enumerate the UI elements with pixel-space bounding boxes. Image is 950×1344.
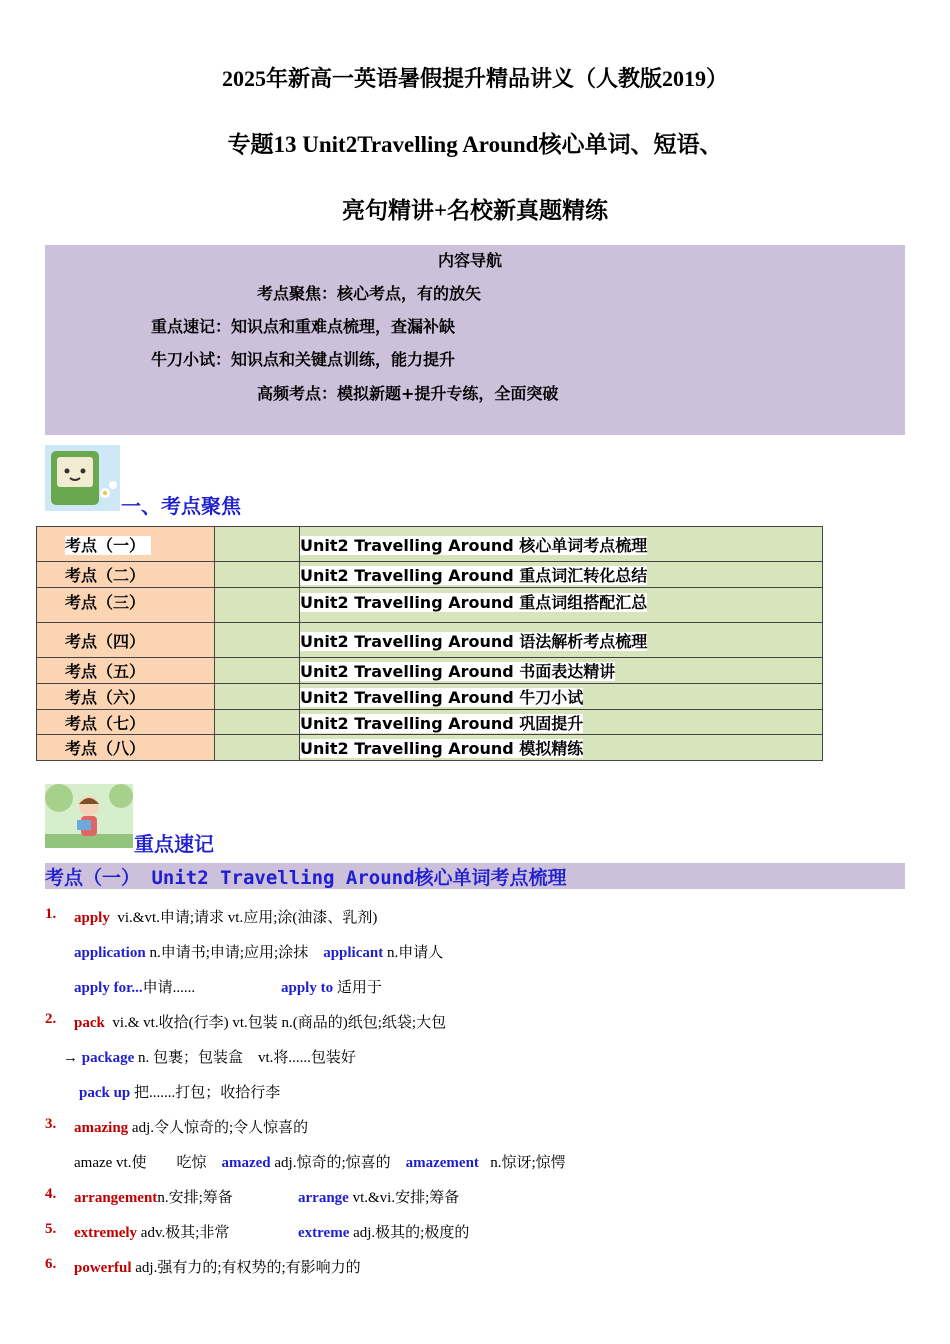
vocab-word: powerful [74, 1260, 132, 1276]
entry-number: 2. [45, 1011, 57, 1027]
topic-label: 考点（一） [65, 536, 151, 555]
topic-label: 考点（八） [37, 735, 215, 761]
topic-title: Unit2 Travelling Around 核心单词考点梳理 [300, 535, 648, 555]
vocab-word: extremely [74, 1225, 138, 1241]
vocab-entry-3-text [74, 1116, 308, 1137]
vocab-definition: adj.极其的;极度的 [353, 1225, 470, 1241]
vocab-word: apply [74, 910, 110, 926]
topic-one-bar: 考点（一） Unit2 Travelling Around核心单词考点梳理 [45, 863, 905, 889]
entry-number: 1. [45, 906, 57, 922]
vocab-derived-line [74, 1151, 566, 1172]
topic-label: 考点（七） [37, 710, 215, 735]
table-row [37, 684, 823, 710]
vocab-definition: vi.& vt.收拾(行李) vt.包装 n.(商品的)纸包;纸袋;大包 [112, 1015, 447, 1031]
vocab-entry-2-text [74, 1011, 446, 1032]
vocab-entry-1 [45, 906, 56, 923]
table-row [37, 623, 823, 658]
vocab-word: application [74, 945, 146, 961]
nav-item-notes: 重点速记：知识点和重难点梳理，查漏补缺 [151, 317, 456, 336]
table-row [37, 562, 823, 588]
vocab-derived-line [63, 1046, 356, 1067]
nav-item-focus: 考点聚焦：核心考点，有的放矢 [257, 284, 482, 303]
entry-number: 4. [45, 1186, 57, 1202]
book-character-icon [45, 445, 120, 511]
vocab-definition: n.申请书;申请;应用;涂抹 [149, 945, 309, 961]
vocab-definition: n. 包裹；包装盒 vt.将......包装好 [138, 1050, 356, 1066]
vocab-word: amazed [221, 1155, 271, 1171]
table-row [37, 710, 823, 735]
vocab-phrase-line [281, 976, 382, 997]
topic-label: 考点（五） [37, 658, 215, 684]
table-row [37, 658, 823, 684]
vocab-entry-4-derived [298, 1186, 459, 1207]
nav-heading: 内容导航 [438, 251, 503, 270]
vocab-word: package [81, 1050, 135, 1066]
vocab-word: applicant [323, 945, 384, 961]
topic-title: Unit2 Travelling Around 书面表达精讲 [300, 662, 616, 681]
vocab-word: extreme [298, 1225, 350, 1241]
vocab-entry-6 [45, 1256, 56, 1273]
vocab-entry-2 [45, 1011, 56, 1028]
nav-item-practice: 牛刀小试：知识点和关键点训练，能力提升 [151, 350, 456, 369]
topic-label: 考点（三） [37, 588, 215, 623]
reading-girl-icon [45, 784, 133, 848]
topic-title: Unit2 Travelling Around 重点词组搭配汇总 [300, 593, 648, 612]
topic-title: Unit2 Travelling Around 重点词汇转化总结 [300, 566, 648, 585]
vocab-entry-5 [45, 1221, 56, 1238]
vocab-definition: adj.强有力的;有权势的;有影响力的 [135, 1260, 361, 1276]
topic-label: 考点（六） [37, 684, 215, 710]
vocab-entry-3 [45, 1116, 56, 1133]
vocab-definition: n.安排;筹备 [157, 1190, 233, 1206]
page-subtitle-line2: 亮句精讲+名校新真题精练 [341, 198, 609, 223]
topics-table [36, 526, 823, 761]
vocab-definition: n.申请人 [386, 945, 444, 961]
table-row [37, 588, 823, 623]
topic-title: Unit2 Travelling Around 模拟精练 [300, 739, 584, 758]
vocab-entry-5-text [74, 1221, 229, 1242]
section-heading-notes: 重点速记 [134, 832, 214, 856]
topic-title: Unit2 Travelling Around 牛刀小试 [300, 688, 584, 707]
vocab-definition: vi.&vt.申请;请求 vt.应用;涂(油漆、乳剂) [117, 910, 378, 926]
entry-number: 6. [45, 1256, 57, 1272]
arrow-icon: → [63, 1050, 78, 1066]
vocab-definition: 申请...... [142, 980, 196, 996]
vocab-derived-line [74, 941, 443, 962]
vocab-entry-4 [45, 1186, 56, 1203]
vocab-word: arrange [298, 1190, 349, 1206]
vocab-word: pack [74, 1015, 105, 1031]
vocab-phrase-line [79, 1081, 280, 1102]
vocab-word: amazement [405, 1155, 479, 1171]
content-navigation-box [45, 245, 905, 435]
vocab-entry-4-text [74, 1186, 233, 1207]
page-title: 2025年新高一英语暑假提升精品讲义（人教版2019） [221, 66, 728, 91]
vocab-phrase: apply to [281, 980, 334, 996]
section-heading-focus: 一、考点聚焦 [121, 494, 241, 518]
vocab-definition: adj.令人惊奇的;令人惊喜的 [131, 1120, 309, 1136]
topic-title: Unit2 Travelling Around 巩固提升 [300, 713, 584, 733]
vocab-phrase-line [74, 976, 195, 997]
vocab-phrase: pack up [79, 1085, 131, 1101]
topic-title: Unit2 Travelling Around 语法解析考点梳理 [300, 631, 648, 651]
topic-label: 考点（四） [37, 623, 215, 658]
nav-item-frequent: 高频考点：模拟新题+提升专练，全面突破 [257, 384, 559, 403]
table-row [37, 527, 823, 562]
topic-label: 考点（二） [37, 562, 215, 588]
vocab-entry-5-derived [298, 1221, 469, 1242]
entry-number: 5. [45, 1221, 57, 1237]
vocab-word: arrangement [74, 1190, 158, 1206]
vocab-definition: amaze vt.使 吃惊 [74, 1155, 207, 1171]
vocab-phrase: apply for... [74, 980, 143, 996]
entry-number: 3. [45, 1116, 57, 1132]
vocab-definition: 适用于 [336, 980, 382, 996]
vocab-entry-1-text [74, 906, 377, 927]
table-row [37, 735, 823, 761]
vocab-definition: adv.极其;非常 [140, 1225, 230, 1241]
vocab-definition: adj.惊奇的;惊喜的 [274, 1155, 391, 1171]
vocab-definition: 把.......打包；收拾行李 [134, 1085, 281, 1101]
vocab-definition: n.惊讶;惊愕 [490, 1155, 566, 1171]
page-subtitle-line1: 专题13 Unit2Travelling Around核心单词、短语、 [227, 132, 723, 157]
vocab-definition: vt.&vi.安排;筹备 [352, 1190, 460, 1206]
vocab-entry-6-text [74, 1256, 361, 1277]
vocab-word: amazing [74, 1120, 129, 1136]
